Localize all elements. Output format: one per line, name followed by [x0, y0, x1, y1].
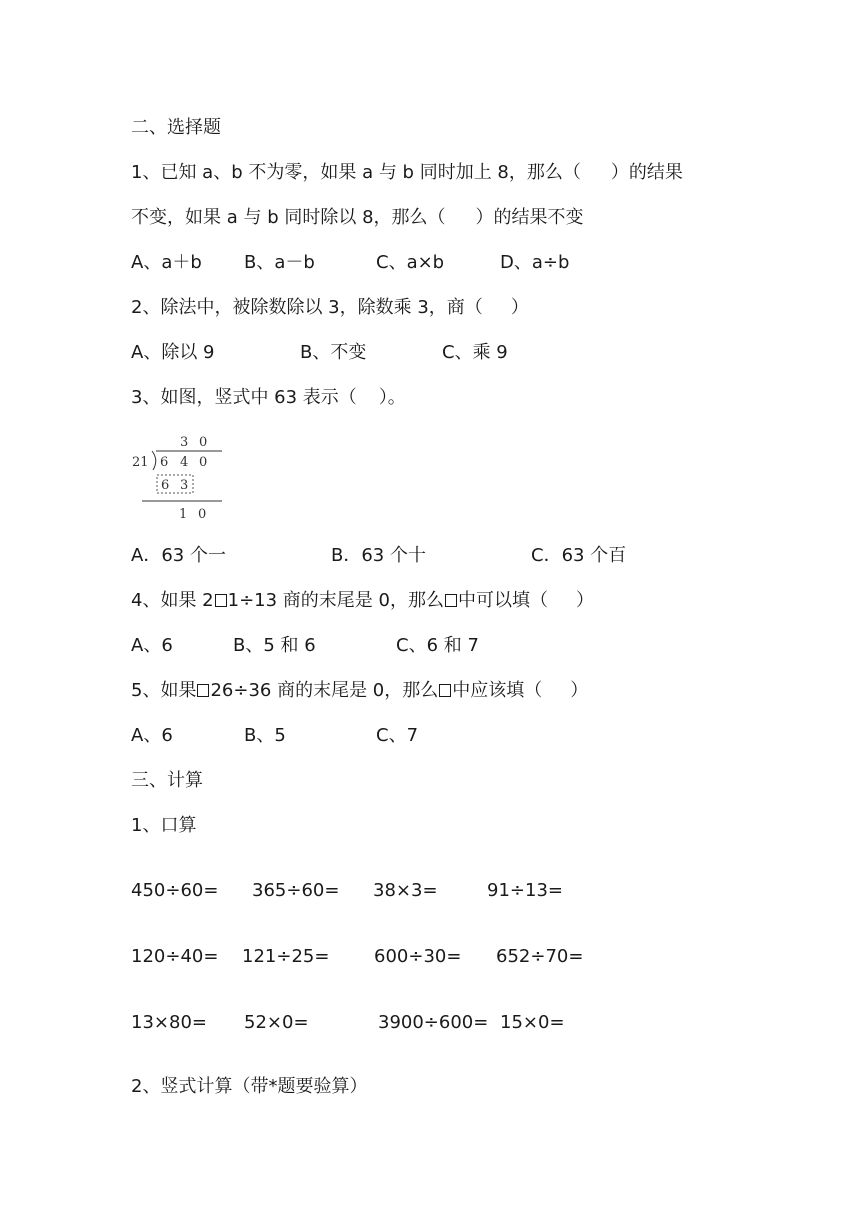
mental-math-item: 450÷60=	[131, 880, 219, 901]
divisor: 21	[132, 455, 149, 470]
q1-option-a[interactable]: A、a＋b	[131, 252, 202, 273]
q2-option-c[interactable]: C、乘 9	[442, 342, 508, 363]
q4-option-a[interactable]: A、6	[131, 635, 173, 656]
question-3	[131, 387, 406, 409]
mental-math-item: 13×80=	[131, 1012, 207, 1033]
q5-text-a: 5、如果	[131, 680, 197, 701]
q2-option-a[interactable]: A、除以 9	[131, 342, 215, 363]
q2-text-end: ）	[510, 297, 529, 318]
subsection-mental-math: 1、口算	[131, 815, 197, 836]
q1-option-d[interactable]: D、a÷b	[500, 252, 570, 273]
q3-text-end: ）。	[378, 387, 406, 408]
blank-square-icon	[215, 594, 227, 607]
mental-math-item: 652÷70=	[496, 946, 584, 967]
q1-text-part-d: ）的结果不变	[475, 207, 584, 228]
q2-text: 2、除法中，被除数除以 3，除数乘 3，商（	[131, 297, 483, 318]
dividend-digit-2: 4	[180, 455, 189, 470]
question-1-line-1	[131, 162, 683, 184]
q3-option-a[interactable]: A．63 个一	[131, 545, 226, 566]
mental-math-item: 120÷40=	[131, 946, 219, 967]
dividend-digit-3: 0	[199, 455, 208, 470]
blank-square-icon	[445, 594, 457, 607]
q4-option-c[interactable]: C、6 和 7	[396, 635, 479, 656]
dividend-digit-1: 6	[160, 455, 169, 470]
mental-math-item: 91÷13=	[487, 880, 563, 901]
q1-option-b[interactable]: B、a－b	[244, 252, 315, 273]
q4-text-end: ）	[575, 590, 594, 611]
q2-option-b[interactable]: B、不变	[300, 342, 367, 363]
question-4	[131, 590, 594, 612]
q3-text: 3、如图，竖式中 63 表示（	[131, 387, 357, 408]
q5-text-end: ）	[570, 680, 589, 701]
q4-text-a: 4、如果 2	[131, 590, 214, 611]
question-2	[131, 297, 529, 319]
blank-square-icon	[439, 684, 451, 697]
long-division-figure	[128, 430, 228, 525]
q4-option-b[interactable]: B、5 和 6	[233, 635, 316, 656]
product-digit-1: 6	[161, 478, 170, 493]
subsection-long-division: 2、竖式计算（带*题要验算）	[131, 1076, 368, 1097]
division-bracket	[152, 451, 156, 470]
q5-option-b[interactable]: B、5	[244, 725, 286, 746]
quotient-digit-1: 3	[180, 435, 189, 450]
q1-text-part-c: 不变，如果 a 与 b 同时除以 8，那么（	[131, 207, 446, 228]
remainder-digit-1: 1	[179, 507, 188, 522]
section-title-calculation: 三、计算	[131, 770, 203, 791]
mental-math-item: 3900÷600=	[378, 1012, 489, 1033]
q5-text-b: 26÷36 商的末尾是 0，那么	[210, 680, 439, 701]
q1-text-part-a: 1、已知 a、b 不为零，如果 a 与 b 同时加上 8，那么（	[131, 162, 581, 183]
q4-text-c: 中可以填（	[457, 590, 548, 611]
q1-text-part-b: ）的结果	[610, 162, 683, 183]
product-digit-2: 3	[180, 478, 189, 493]
mental-math-item: 600÷30=	[374, 946, 462, 967]
blank-square-icon	[197, 684, 209, 697]
q1-option-c[interactable]: C、a×b	[376, 252, 445, 273]
question-5	[131, 680, 588, 702]
mental-math-item: 38×3=	[373, 880, 438, 901]
mental-math-item: 121÷25=	[242, 946, 330, 967]
q5-option-a[interactable]: A、6	[131, 725, 173, 746]
question-1-line-2	[131, 207, 584, 229]
section-title-choice: 二、选择题	[131, 117, 221, 138]
q4-text-b: 1÷13 商的末尾是 0，那么	[227, 590, 444, 611]
q5-option-c[interactable]: C、7	[376, 725, 419, 746]
mental-math-item: 52×0=	[244, 1012, 309, 1033]
q5-text-c: 中应该填（	[452, 680, 543, 701]
mental-math-item: 365÷60=	[252, 880, 340, 901]
q3-option-b[interactable]: B．63 个十	[331, 545, 426, 566]
remainder-digit-2: 0	[198, 507, 207, 522]
quotient-digit-2: 0	[199, 435, 208, 450]
mental-math-item: 15×0=	[500, 1012, 565, 1033]
q3-option-c[interactable]: C．63 个百	[531, 545, 627, 566]
